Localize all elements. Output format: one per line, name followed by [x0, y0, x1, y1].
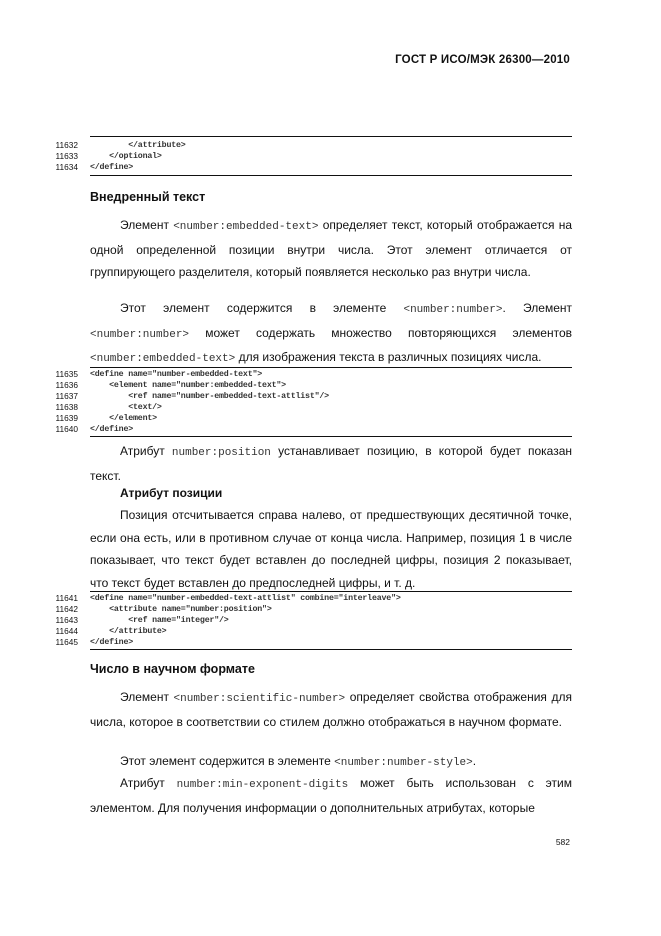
line-number: 11644	[55, 626, 78, 636]
text: Элемент	[120, 690, 169, 704]
code-inline: number:min-exponent-digits	[176, 779, 349, 791]
subsection-heading: Атрибут позиции	[120, 486, 223, 500]
paragraph	[90, 750, 572, 775]
code-line	[38, 369, 572, 380]
code-line	[38, 391, 572, 402]
code-line	[38, 140, 572, 151]
code-text: </element>	[90, 414, 157, 423]
page-header: ГОСТ Р ИСО/МЭК 26300—2010	[395, 54, 570, 66]
code-inline: <number:embedded-text>	[173, 221, 319, 233]
code-block-3	[38, 590, 572, 652]
code-text: </define>	[90, 425, 134, 434]
code-inline: <number:number-style>	[334, 757, 473, 769]
code-rule-top	[90, 136, 572, 137]
code-line	[38, 424, 572, 435]
paragraph	[90, 686, 572, 733]
text: определяет свойства отображения для числа, которое в соответствии со стилем должно отображаться в научном формате.	[90, 690, 572, 729]
code-text: </attribute>	[90, 141, 186, 150]
code-inline: <number:number>	[90, 328, 190, 341]
code-line	[38, 380, 572, 391]
code-text: </define>	[90, 638, 134, 647]
code-text: </define>	[90, 163, 134, 172]
text: Этот элемент содержится в элементе	[120, 754, 331, 768]
code-block-2	[38, 364, 572, 438]
text: может быть использован с этим элементом. Для получения информации о дополнительных атрибутах, которые	[90, 776, 572, 815]
code-inline: <number:number>	[403, 304, 503, 316]
code-line	[38, 402, 572, 413]
code-text: </optional>	[90, 152, 162, 161]
code-text: </attribute>	[90, 627, 167, 636]
code-rule-top	[90, 367, 572, 368]
code-line	[38, 162, 572, 173]
code-text: <attribute name="number:position">	[90, 605, 272, 614]
code-text: <ref name="integer"/>	[90, 616, 229, 625]
text: может содержать множество повторяющихся элементов	[205, 325, 572, 340]
line-number: 11637	[55, 391, 78, 401]
line-number: 11634	[55, 162, 78, 172]
code-text: <ref name="number-embedded-text-attlist"/>	[90, 392, 329, 401]
text: Атрибут	[120, 444, 165, 458]
code-text: <define name="number-embedded-text-attlist" combine="interleave">	[90, 594, 401, 603]
code-line	[38, 637, 572, 648]
text: . Элемент	[502, 301, 572, 315]
line-number: 11641	[55, 593, 78, 603]
text: для изображения текста в различных позициях числа.	[238, 350, 542, 364]
code-text: <text/>	[90, 403, 162, 412]
line-number: 11640	[55, 424, 78, 434]
line-number: 11639	[55, 413, 78, 423]
code-rule-top	[90, 591, 572, 592]
paragraph	[90, 440, 572, 487]
text: Этот элемент содержится в элементе	[120, 301, 387, 315]
code-inline: <number:scientific-number>	[173, 693, 346, 705]
code-text: <element name="number:embedded-text">	[90, 381, 286, 390]
text: Позиция отсчитывается справа налево, от предшествующих десятичной точке, если она есть, или в противном случае от конца числа. Например, позиция 1 в числе показывает, что текст будет вставлен до последней цифры, позиция 2 показывает, что текст будет вставлен до предпоследней цифры, и т. д.	[90, 508, 572, 590]
text: устанавливает позицию, в которой будет показан текст.	[90, 444, 573, 483]
page-number: 582	[555, 837, 570, 847]
code-inline: number:position	[171, 447, 271, 459]
code-text: <define name="number-embedded-text">	[90, 370, 263, 379]
paragraph	[90, 504, 572, 594]
line-number: 11643	[55, 615, 78, 625]
code-line	[38, 626, 572, 637]
code-line	[38, 615, 572, 626]
line-number: 11633	[55, 151, 78, 161]
text: определяет текст, который отображается на одной определенной позиции внутри числа. Этот элемент отличается от группирующего разделителя, который появляется несколько раз внутри числа.	[90, 218, 572, 279]
paragraph	[90, 482, 572, 505]
code-block-1	[38, 130, 572, 180]
line-number: 11635	[55, 369, 78, 379]
section-heading: Число в научном формате	[90, 662, 255, 676]
line-number: 11636	[55, 380, 78, 390]
code-rule-bottom	[90, 649, 572, 650]
line-number: 11632	[55, 140, 78, 150]
text: Атрибут	[120, 776, 165, 790]
code-rule-bottom	[90, 175, 572, 176]
code-line	[38, 593, 572, 604]
code-line	[38, 604, 572, 615]
paragraph	[90, 297, 572, 371]
paragraph	[90, 214, 572, 284]
code-line	[38, 151, 572, 162]
line-number: 11642	[55, 604, 78, 614]
code-line	[38, 413, 572, 424]
text: .	[472, 754, 477, 768]
section-heading: Внедренный текст	[90, 190, 206, 204]
line-number: 11638	[55, 402, 78, 412]
paragraph	[90, 772, 572, 819]
line-number: 11645	[55, 637, 78, 647]
code-inline: <number:embedded-text>	[90, 353, 236, 365]
text: Элемент	[120, 218, 169, 232]
code-rule-bottom	[90, 436, 572, 437]
